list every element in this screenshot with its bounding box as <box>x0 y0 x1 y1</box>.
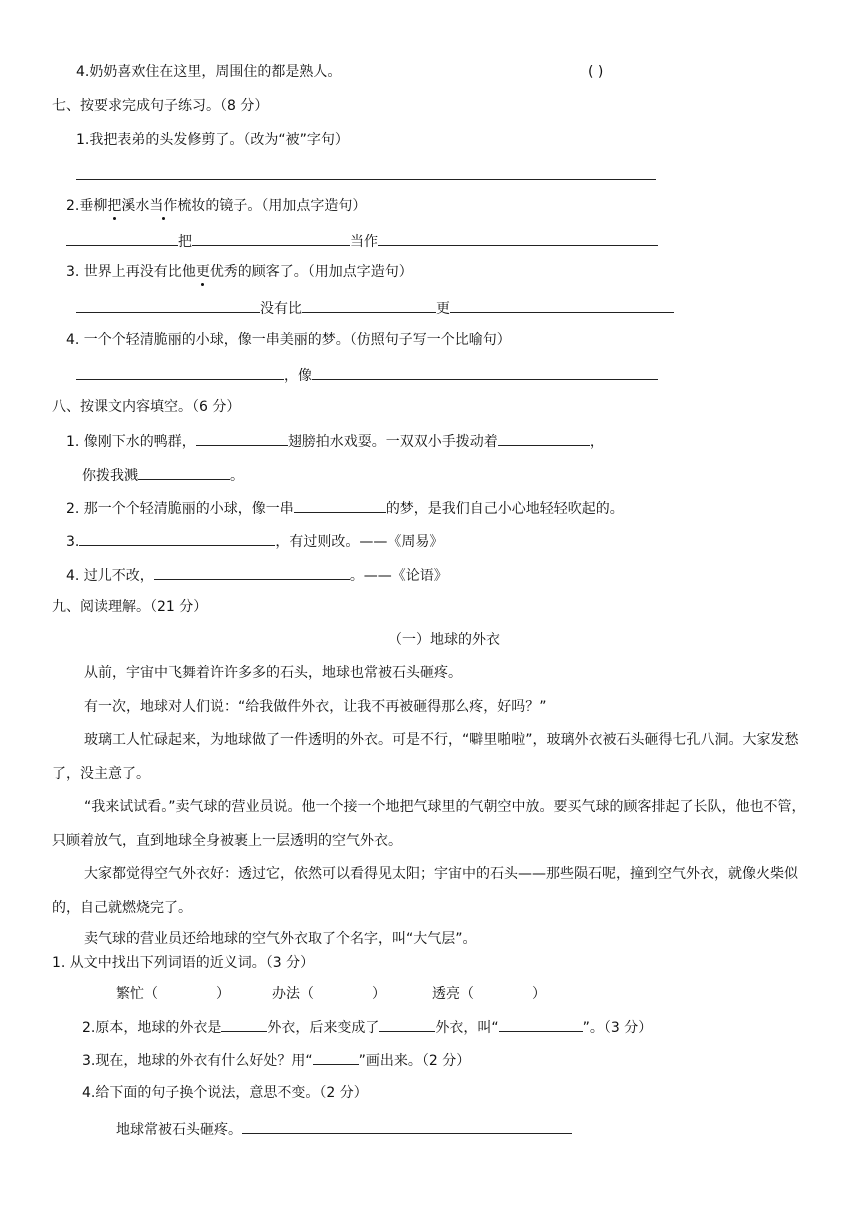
s9-question-2 <box>82 1016 652 1038</box>
answer-paren: ( ) <box>588 64 604 80</box>
blank[interactable] <box>79 530 275 546</box>
fill-word: 没有比 <box>260 301 302 317</box>
blank[interactable] <box>66 230 178 246</box>
fill-word: 把 <box>178 234 192 250</box>
blank[interactable] <box>312 364 658 380</box>
s8-item-4 <box>66 564 448 586</box>
blank[interactable] <box>76 364 284 380</box>
text: ） <box>372 986 386 1002</box>
text: 2.原本，地球的外衣是 <box>82 1020 222 1036</box>
dotted-char-dangzuo: 当作 <box>149 198 178 214</box>
section-8-title: 八、按课文内容填空。（6 分） <box>52 399 241 415</box>
blank[interactable] <box>450 297 674 313</box>
blank[interactable] <box>154 564 350 580</box>
passage-paragraph-2: 有一次，地球对人们说：“给我做件外衣，让我不再被砸得那么疼，好吗？” <box>84 699 547 715</box>
s7-item-1: 1.我把表弟的头发修剪了。（改为“被”字句） <box>76 132 349 148</box>
s7-item-2-a: 2.垂柳 <box>66 198 108 214</box>
s7-item-4-fill <box>76 364 658 386</box>
text: 地球常被石头砸疼。 <box>116 1122 242 1138</box>
s7-item-2 <box>66 196 366 216</box>
passage-paragraph-1: 从前，宇宙中飞舞着许许多多的石头，地球也常被石头砸疼。 <box>84 665 462 681</box>
text: ”画出来。（2 分） <box>358 1053 471 1069</box>
fill-word: 当作 <box>350 234 378 250</box>
s9-q1-word-1 <box>116 984 230 1004</box>
section-9-title: 九、阅读理解。（21 分） <box>52 599 208 615</box>
s7-item-1-answer-line[interactable] <box>76 179 656 180</box>
blank[interactable] <box>242 1118 572 1134</box>
passage-paragraph-3: 玻璃工人忙碌起来，为地球做了一件透明的外衣。可是不行，“噼里啪啦”，玻璃外衣被石头砸得七孔八洞。大家发愁了，没主意了。 <box>52 732 799 782</box>
blank[interactable] <box>498 430 590 446</box>
fill-word: ，像 <box>284 368 312 384</box>
s9-question-4: 4.给下面的句子换个说法，意思不变。（2 分） <box>82 1085 368 1101</box>
blank[interactable] <box>313 1049 359 1065</box>
text: ） <box>532 986 546 1002</box>
text: 外衣，后来变成了 <box>267 1020 380 1036</box>
s9-q1-word-2 <box>272 984 386 1004</box>
s8-item-1-cont <box>82 464 244 486</box>
text: ”。（3 分） <box>582 1020 653 1036</box>
s7-item-3-b: 他 <box>181 264 196 280</box>
text: 办法（ <box>272 986 314 1002</box>
passage-title: （一）地球的外衣 <box>388 632 500 648</box>
fill-word: 更 <box>436 301 450 317</box>
blank[interactable] <box>196 430 288 446</box>
text: 翅膀拍水戏耍。一双双小手拨动着 <box>287 434 498 450</box>
passage-paragraph-4: “我来试试看。”卖气球的营业员说。他一个接一个地把气球里的气朝空中放。要买气球的顾客排起了长队，他也不管，只顾着放气，直到地球全身被裹上一层透明的空气外衣。 <box>52 799 806 849</box>
s7-item-3 <box>66 262 413 282</box>
text: ） <box>216 986 230 1002</box>
passage-paragraph-6: 卖气球的营业员还给地球的空气外衣取了个名字，叫“大气层”。 <box>84 931 477 947</box>
text: 繁忙（ <box>116 986 158 1002</box>
q7-4-top-text: 4.奶奶喜欢住在这里，周围住的都是熟人。 <box>76 64 342 80</box>
blank[interactable] <box>192 230 350 246</box>
s7-item-2-c: 溪水 <box>121 198 150 214</box>
q7-4-top-line <box>76 62 341 82</box>
text: ， <box>589 434 604 450</box>
s8-item-3 <box>66 530 443 552</box>
text: 。——《论语》 <box>349 568 448 584</box>
s7-item-4: 4. 一个个轻清脆丽的小球，像一串美丽的梦。（仿照句子写一个比喻句） <box>66 332 511 348</box>
text: 透亮（ <box>432 986 474 1002</box>
s7-item-3-a: 3. 世界上再没有比 <box>66 264 182 280</box>
s9-q1-word-3 <box>432 984 546 1004</box>
blank[interactable] <box>76 297 260 313</box>
text: 2. 那一个个轻清脆丽的小球，像一串 <box>66 501 294 517</box>
s8-item-2 <box>66 497 624 519</box>
s7-item-3-fill <box>76 297 674 319</box>
section-7-title: 七、按要求完成句子练习。（8 分） <box>52 98 269 114</box>
text: ，有过则改。——《周易》 <box>275 534 444 550</box>
text: 你拨我溅 <box>82 468 138 484</box>
blank[interactable] <box>302 297 436 313</box>
blank[interactable] <box>378 230 658 246</box>
s9-question-4-sentence <box>116 1118 572 1140</box>
blank[interactable] <box>499 1016 583 1032</box>
passage-paragraph-5: 大家都觉得空气外衣好：透过它，依然可以看得见太阳；宇宙中的石头——那些陨石呢，撞到空气外衣，就像火柴似的，自己就燃烧完了。 <box>52 866 798 916</box>
blank[interactable] <box>379 1016 435 1032</box>
blank[interactable] <box>138 464 230 480</box>
text: 3. <box>66 534 80 550</box>
text: 4. 过儿不改， <box>66 568 154 584</box>
text: 3.现在，地球的外衣有什么好处？用“ <box>82 1053 313 1069</box>
blank[interactable] <box>294 497 386 513</box>
dotted-char-ba: 把 <box>107 198 122 214</box>
text: 外衣，叫“ <box>435 1020 499 1036</box>
dotted-char-geng: 更 <box>195 264 210 280</box>
text: 的梦，是我们自己小心地轻轻吹起的。 <box>385 501 624 517</box>
s9-question-1: 1. 从文中找出下列词语的近义词。（3 分） <box>52 955 315 971</box>
text: 。 <box>230 468 244 484</box>
s7-item-2-e: 梳妆的镜子。（用加点字造句） <box>177 198 367 214</box>
s7-item-3-d: 优秀的顾客了。（用加点字造句） <box>209 264 413 280</box>
s7-item-2-fill <box>66 230 658 252</box>
s9-question-3 <box>82 1049 470 1071</box>
s8-item-1 <box>66 430 604 452</box>
text: 1. 像刚下水的鸭群， <box>66 434 196 450</box>
blank[interactable] <box>221 1016 267 1032</box>
